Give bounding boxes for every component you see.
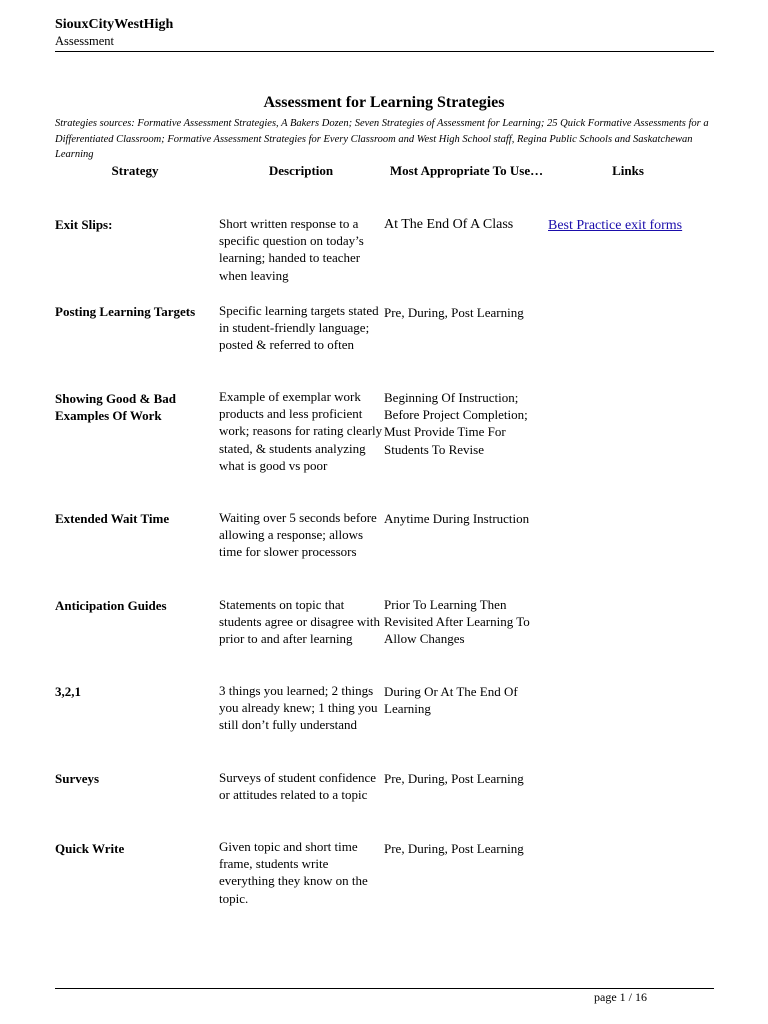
row-strategy: Surveys [55, 771, 100, 786]
row-when: During Or At The End Of Learning [384, 684, 518, 717]
column-header-strategy: Strategy [111, 163, 159, 178]
row-when: Pre, During, Post Learning [384, 841, 524, 856]
sources-note: Strategies sources: Formative Assessment Strategies, A Bakers Dozen; Seven Strategies of Assessment for Learning; 25 Quick Formative Assessments for a Differentiated Classroom; Formative Assessment Strategies for Every Classroom and West High School staff, Regina Public Schools and Saskatchewan Learning [55, 118, 709, 160]
row-strategy: Showing Good & Bad Examples Of Work [55, 391, 177, 424]
row-when: Anytime During Instruction [384, 511, 530, 526]
row-links [548, 216, 718, 234]
site-name: SiouxCityWestHigh [55, 17, 174, 32]
best-practice-exit-forms-link[interactable]: Best Practice exit forms [548, 218, 683, 233]
row-when: Pre, During, Post Learning [384, 771, 524, 786]
row-description: Given topic and short time frame, students write everything they know on the topic. [219, 839, 368, 906]
document-title: Assessment for Learning Strategies [263, 94, 505, 111]
row-description: Statements on topic that students agree or disagree with prior to and after learning [219, 597, 381, 647]
row-when: At The End Of A Class [384, 217, 514, 232]
row-strategy: Quick Write [55, 841, 125, 856]
row-description: Example of exemplar work products and less proficient work; reasons for rating clearly stated, & students analyzing what is good vs poor [219, 389, 383, 473]
section-name: Assessment [55, 34, 115, 48]
row-strategy: Extended Wait Time [55, 511, 170, 526]
column-header-links: Links [612, 163, 644, 178]
row-description: 3 things you learned; 2 things you already knew; 1 thing you still don’t fully understand [219, 683, 378, 733]
row-description: Short written response to a specific question on today’s learning; handed to teacher when leaving [219, 216, 364, 283]
row-strategy: 3,2,1 [55, 684, 81, 699]
row-strategy: Exit Slips: [55, 217, 113, 232]
row-strategy: Posting Learning Targets [55, 304, 196, 319]
page-number: page 1 / 16 [594, 990, 647, 1004]
row-when: Beginning Of Instruction; Before Project Completion; Must Provide Time For Students To Revise [384, 390, 528, 457]
row-description: Surveys of student confidence or attitudes related to a topic [219, 770, 377, 803]
row-strategy: Anticipation Guides [55, 598, 167, 613]
row-description: Specific learning targets stated in student-friendly language; posted & referred to often [219, 303, 379, 353]
column-header-description: Description [268, 163, 334, 178]
row-when: Pre, During, Post Learning [384, 305, 524, 320]
page-header [55, 16, 173, 49]
row-description: Waiting over 5 seconds before allowing a response; allows time for slower processors [219, 510, 377, 560]
column-header-when: Most Appropriate To Use… [389, 163, 544, 178]
header-divider [55, 51, 714, 52]
row-when: Prior To Learning Then Revisited After Learning To Allow Changes [384, 597, 530, 647]
